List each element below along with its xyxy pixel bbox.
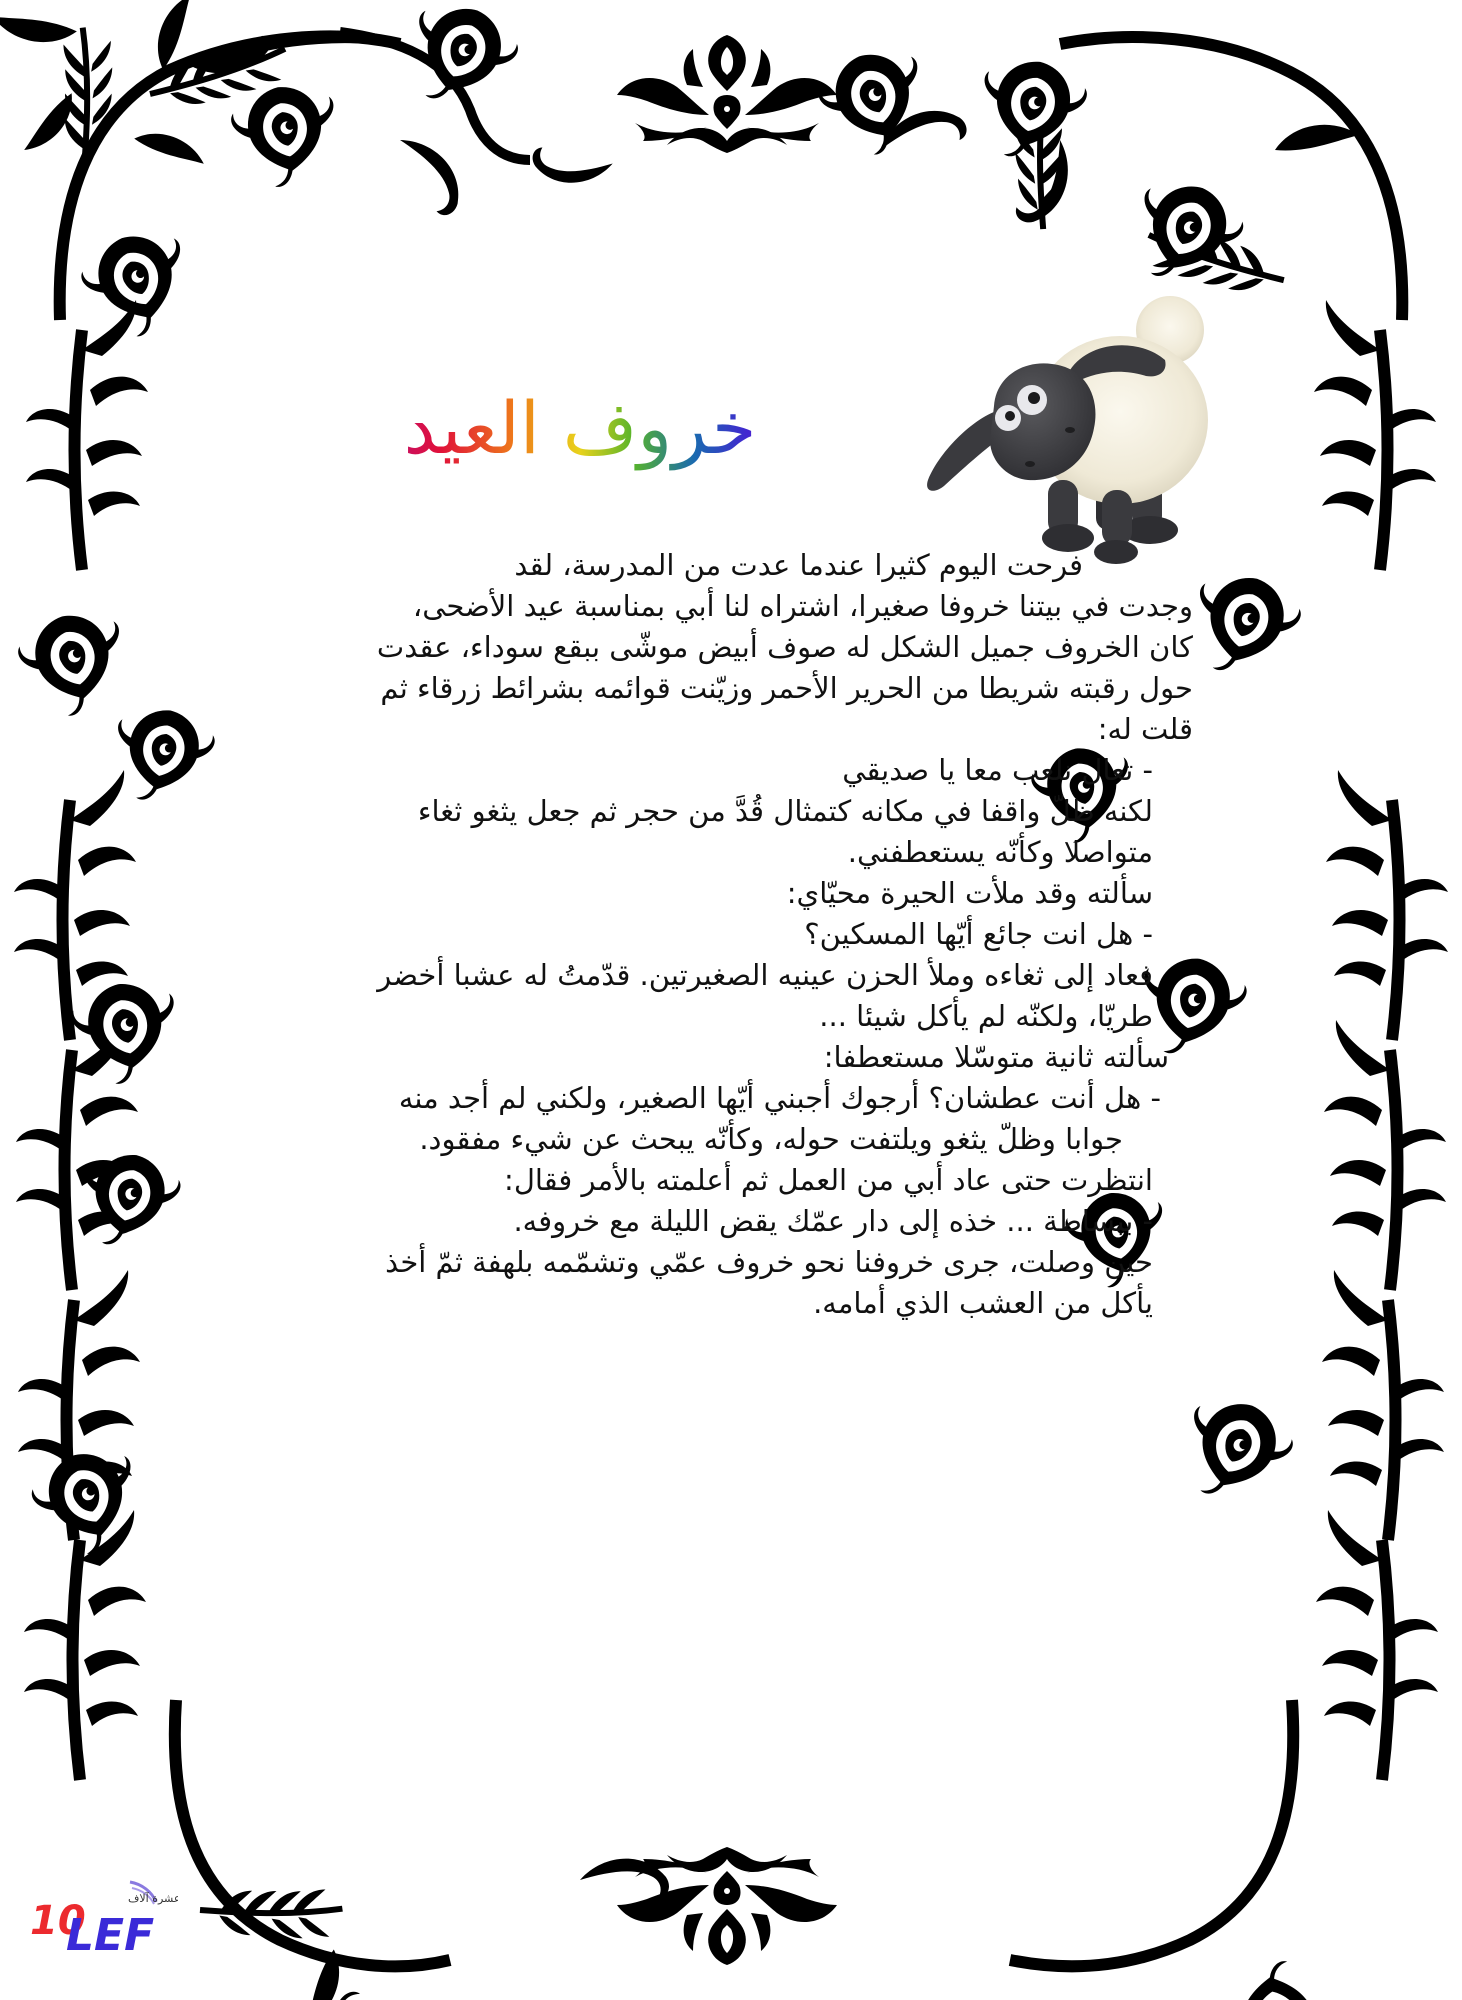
dialogue-line: - هل أنت عطشان؟ أرجوك أجبني أيّها الصغير، ولكني لم أجد منه xyxy=(398,1081,1161,1115)
story-line: جوابا وظلّ يثغو ويلتفت حوله، وكأنّه يبحث عن شيء مفقود. xyxy=(419,1122,1123,1156)
logo-letters: LEF xyxy=(66,1910,155,1960)
story-line: قلت له: xyxy=(1097,712,1193,746)
story-line: انتظرت حتى عاد أبي من العمل ثم أعلمته بالأمر فقال: xyxy=(504,1163,1153,1197)
story-line: حين وصلت، جرى خروفنا نحو خروف عمّي وتشمّمه بلهفة ثمّ أخذ xyxy=(385,1245,1153,1279)
sheep-icon xyxy=(920,280,1220,570)
story-line: طريّا، ولكنّه لم يأكل شيئا ... xyxy=(819,999,1153,1033)
story-title: خروف العيد xyxy=(360,378,800,478)
story-line: فرحت اليوم كثيرا عندما عدت من المدرسة، لقد xyxy=(514,548,1083,582)
story-line: كان الخروف جميل الشكل له صوف أبيض موشّى ببقع سوداء، عقدت xyxy=(376,630,1193,664)
story-line: متواصلا وكأنّه يستعطفني. xyxy=(847,835,1153,869)
story-line: فعاد إلى ثغاءه وملأ الحزن عينيه الصغيرتين. قدّمتُ له عشبا أخضر xyxy=(377,958,1153,992)
logo-caption: عشرة آلاف xyxy=(128,1892,178,1905)
story-line: وجدت في بيتنا خروفا صغيرا، اشتراه لنا أبي بمناسبة عيد الأضحى، xyxy=(412,589,1193,623)
dialogue-line: - تعال نلعب معا يا صديقي xyxy=(842,753,1153,787)
publisher-logo xyxy=(28,1880,178,1960)
dialogue-line: - ببساطة ... خذه إلى دار عمّك يقض الليلة مع خروفه. xyxy=(513,1204,1153,1238)
story-line: سألته وقد ملأت الحيرة محيّاي: xyxy=(786,876,1153,910)
story-line: لكنه ظلّ واقفا في مكانه كتمثال قُدَّ من حجر ثم جعل يثغو ثغاء xyxy=(417,794,1153,828)
story-body xyxy=(258,545,1193,1324)
dialogue-line: - هل انت جائع أيّها المسكين؟ xyxy=(804,917,1153,951)
story-line: سألته ثانية متوسّلا مستعطفا: xyxy=(823,1040,1169,1074)
story-line: يأكل من العشب الذي أمامه. xyxy=(813,1286,1153,1320)
story-line: حول رقبته شريطا من الحرير الأحمر وزيّنت قوائمه بشرائط زرقاء ثم xyxy=(380,671,1193,705)
logo-numeral: 10 xyxy=(30,1898,86,1944)
